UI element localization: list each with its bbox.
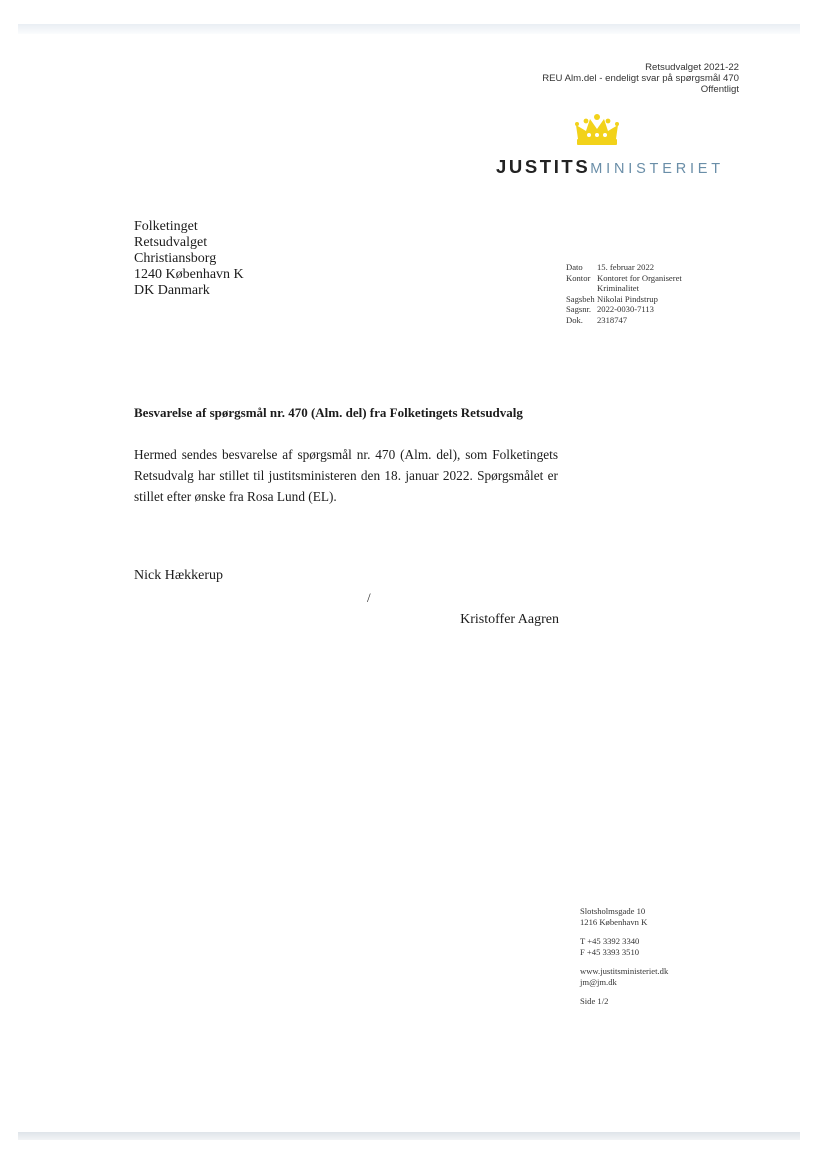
header-committee: Retsudvalget 2021-22 bbox=[645, 62, 739, 73]
address-line: Retsudvalget bbox=[134, 235, 208, 250]
meta-row-caseworker bbox=[566, 294, 707, 305]
logo-word-ministeriet: MINISTERIET bbox=[590, 161, 724, 177]
recipient-address bbox=[134, 219, 244, 299]
ministry-contact-footer bbox=[580, 906, 668, 1007]
meta-row-date bbox=[566, 262, 707, 273]
signer-minister: Nick Hækkerup bbox=[134, 568, 224, 583]
logo-word-justits: JUSTITS bbox=[496, 156, 591, 177]
meta-row-document bbox=[566, 315, 707, 326]
meta-value: Nikolai Pindstrup bbox=[597, 293, 658, 304]
address-line: Christiansborg bbox=[134, 251, 217, 266]
meta-value: Kontoret for Organiseret Kriminalitet bbox=[597, 272, 682, 293]
footer-street: Slotsholmsgade 10 bbox=[580, 906, 646, 916]
meta-key: Kontor bbox=[566, 272, 591, 283]
address-line: Folketinget bbox=[134, 219, 198, 234]
footer-website: www.justitsministeriet.dk bbox=[580, 966, 669, 976]
signature-separator: / bbox=[367, 590, 371, 605]
footer-email: jm@jm.dk bbox=[580, 976, 617, 987]
meta-value: 2318747 bbox=[597, 314, 628, 325]
ministry-logo bbox=[496, 156, 724, 178]
page-number: Side 1/2 bbox=[580, 996, 609, 1006]
case-metadata bbox=[566, 262, 707, 325]
meta-value: 15. februar 2022 bbox=[597, 262, 655, 272]
meta-value: 2022-0030-7113 bbox=[597, 304, 654, 314]
address-line: 1240 København K bbox=[134, 267, 244, 282]
meta-row-case-number bbox=[566, 304, 707, 315]
signer-official: Kristoffer Aagren bbox=[460, 612, 559, 627]
scan-edge-top bbox=[18, 24, 800, 34]
scan-edge-bottom bbox=[18, 1132, 800, 1140]
footer-fax: F +45 3393 3510 bbox=[580, 946, 640, 957]
header-reference: REU Alm.del - endeligt svar på spørgsmål 470 bbox=[542, 73, 739, 84]
footer-city: 1216 København K bbox=[580, 916, 648, 927]
crown-icon bbox=[574, 113, 620, 147]
meta-key: Dato bbox=[566, 262, 583, 272]
meta-key: Dok. bbox=[566, 314, 583, 325]
footer-phone: T +45 3392 3340 bbox=[580, 936, 640, 946]
header-status: Offentligt bbox=[700, 84, 739, 95]
letter-subject: Besvarelse af spørgsmål nr. 470 (Alm. del) fra Folketingets Retsudvalg bbox=[134, 405, 523, 420]
letter-body: Hermed sendes besvarelse af spørgsmål nr. 470 (Alm. del), som Folketingets Retsudvalg har stillet til justitsministeren den 18. januar 2022. Spørgsmålet er stillet efter ønske fra Rosa Lund (EL). bbox=[134, 447, 558, 504]
address-line: DK Danmark bbox=[134, 283, 210, 298]
meta-key: Sagsnr. bbox=[566, 304, 592, 314]
meta-row-office bbox=[566, 273, 707, 294]
meta-key: Sagsbeh bbox=[566, 293, 595, 304]
document-header bbox=[542, 62, 739, 95]
